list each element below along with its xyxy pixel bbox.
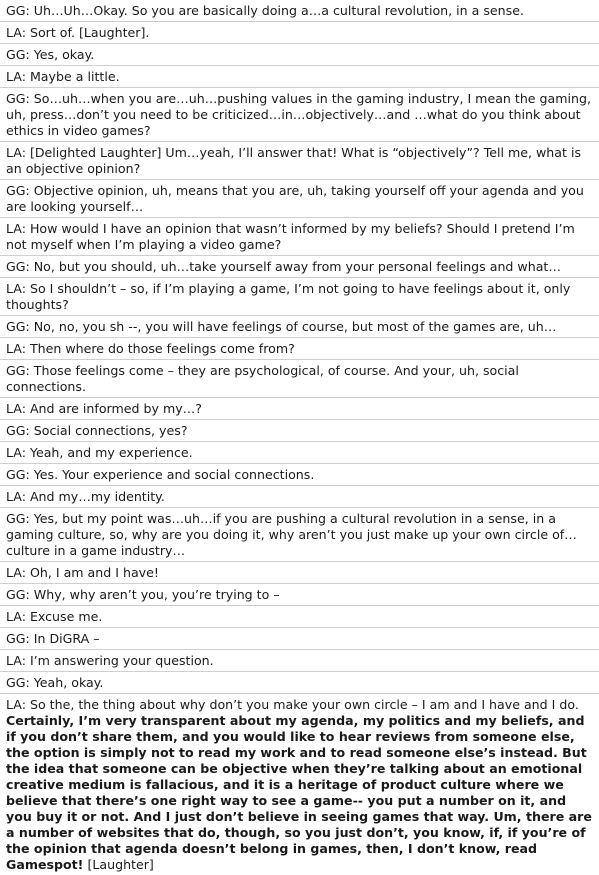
transcript-line: LA: Excuse me.	[0, 606, 599, 628]
transcript-line-final-bold: Certainly, I’m very transparent about my agenda, my politics and my beliefs, and if you don’t share them, and you would like to hear reviews from someone else, the option is simply not to read my work and to read someone else’s instead. But the idea that someone can be objective when they’re talking about an emotional creative medium is fallacious, and it is a heritage of product culture where we believe that there’s one right way to see a game-- you put a number on it, and you buy it or not. And I just don’t believe in seeing games that way. Um, there are a number of websites that do, though, so you just don’t, you know, if, if you’re of the opinion that agenda doesn’t belong in games, then, I don’t know, read Gamespot!	[6, 713, 592, 872]
transcript-line: GG: In DiGRA –	[0, 628, 599, 650]
transcript-line: LA: How would I have an opinion that wasn’t informed by my beliefs? Should I pretend I’m not myself when I’m playing a video game?	[0, 218, 599, 256]
transcript-line: LA: I’m answering your question.	[0, 650, 599, 672]
transcript-line: GG: Why, why aren’t you, you’re trying to –	[0, 584, 599, 606]
transcript-line: LA: Maybe a little.	[0, 66, 599, 88]
transcript-line: LA: And are informed by my…?	[0, 398, 599, 420]
transcript-line: LA: And my…my identity.	[0, 486, 599, 508]
transcript-line-final	[0, 694, 599, 875]
transcript-line: LA: Oh, I am and I have!	[0, 562, 599, 584]
transcript-line: GG: Objective opinion, uh, means that you are, uh, taking yourself off your agenda and you are looking yourself…	[0, 180, 599, 218]
transcript-line: LA: So I shouldn’t – so, if I’m playing a game, I’m not going to have feelings about it, only thoughts?	[0, 278, 599, 316]
transcript-line: GG: Uh…Uh…Okay. So you are basically doing a…a cultural revolution, in a sense.	[0, 0, 599, 22]
transcript-line: GG: Social connections, yes?	[0, 420, 599, 442]
transcript-line: LA: Yeah, and my experience.	[0, 442, 599, 464]
transcript-line-final-tail: [Laughter]	[87, 857, 154, 872]
transcript-line: GG: No, but you should, uh…take yourself away from your personal feelings and what…	[0, 256, 599, 278]
transcript-line: GG: So…uh…when you are…uh…pushing values in the gaming industry, I mean the gaming, uh, press…don’t you need to be criticized…in…objectively…and …what do you think about ethics in video games?	[0, 88, 599, 142]
transcript-line-final-text: LA: So the, the thing about why don’t you make your own circle – I am and I have and I do.	[6, 697, 579, 712]
transcript-line: LA: Sort of. [Laughter].	[0, 22, 599, 44]
transcript-line: GG: Yeah, okay.	[0, 672, 599, 694]
transcript-line: LA: Then where do those feelings come from?	[0, 338, 599, 360]
transcript-line: GG: Those feelings come – they are psychological, of course. And your, uh, social connections.	[0, 360, 599, 398]
transcript-line: GG: No, no, you sh --, you will have feelings of course, but most of the games are, uh…	[0, 316, 599, 338]
transcript-line: GG: Yes, okay.	[0, 44, 599, 66]
transcript-line: GG: Yes, but my point was…uh…if you are pushing a cultural revolution in a sense, in a gaming culture, so, why are you doing it, why aren’t you just make up your own circle of…culture in a game industry…	[0, 508, 599, 562]
transcript-line: GG: Yes. Your experience and social connections.	[0, 464, 599, 486]
transcript-line: LA: [Delighted Laughter] Um…yeah, I’ll answer that! What is “objectively”? Tell me, what is an objective opinion?	[0, 142, 599, 180]
